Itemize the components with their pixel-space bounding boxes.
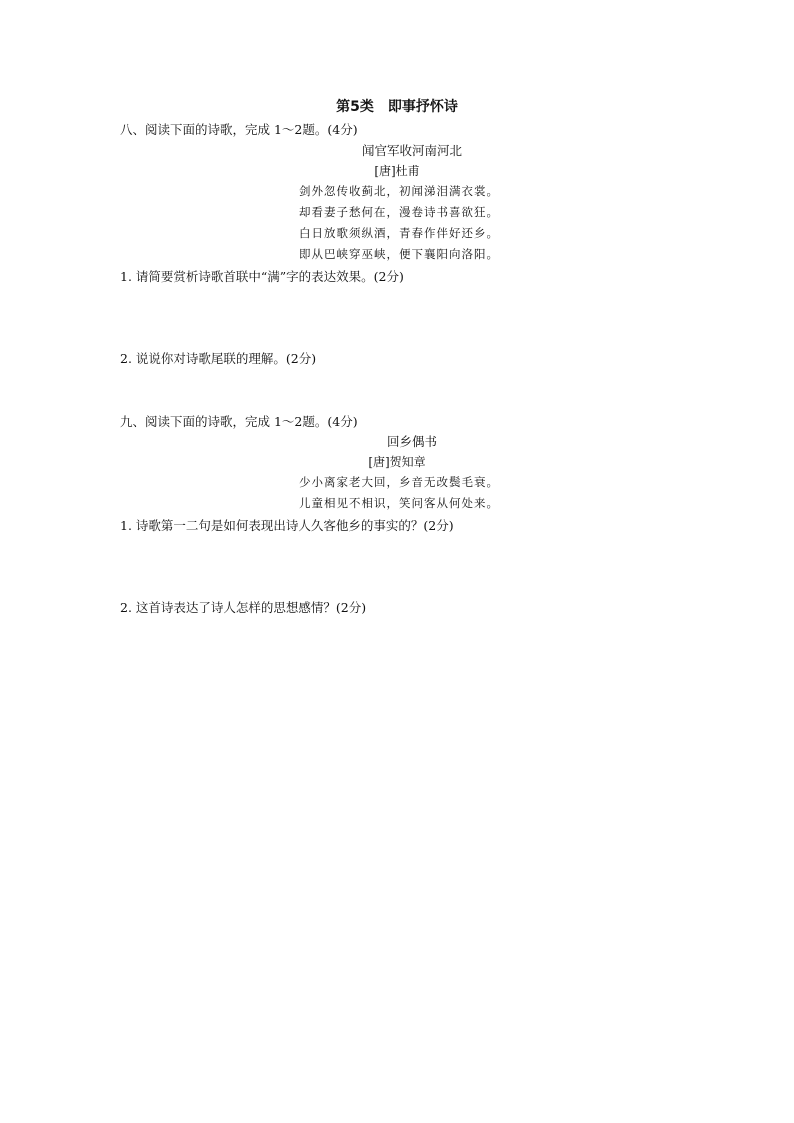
question-text: 2. 这首诗表达了诗人怎样的思想感情？(2分) [120,600,367,615]
poem-line: 少小离家老大回，乡音无改鬓毛衰。 [299,475,499,489]
poem-line: 却看妻子愁何在，漫卷诗书喜欲狂。 [299,205,499,219]
poem-line: 儿童相见不相识，笑问客从何处来。 [299,496,499,510]
poem-title: 闻官军收河南河北 [361,143,462,158]
question-text: 1. 诗歌第一二句是如何表现出诗人久客他乡的事实的？(2分) [120,518,454,533]
question-text: 1. 请简要赏析诗歌首联中“满”字的表达效果。(2分) [120,269,404,284]
poem-line: 即从巴峡穿巫峡，便下襄阳向洛阳。 [299,247,499,261]
poem-title: 回乡偶书 [386,434,437,449]
section-9-heading: 九、阅读下面的诗歌，完成 1～2题。(4分) [120,414,358,429]
poem-line: 剑外忽传收蓟北，初闻涕泪满衣裳。 [299,184,499,198]
poem-author: [唐]贺知章 [368,455,426,469]
section-8-heading: 八、阅读下面的诗歌，完成 1～2题。(4分) [120,122,358,137]
poem-author: [唐]杜甫 [374,164,420,178]
question-text: 2. 说说你对诗歌尾联的理解。(2分) [120,351,317,366]
poem-line: 白日放歌须纵酒，青春作伴好还乡。 [299,226,499,240]
page-title: 第5类 即事抒怀诗 [336,99,458,115]
